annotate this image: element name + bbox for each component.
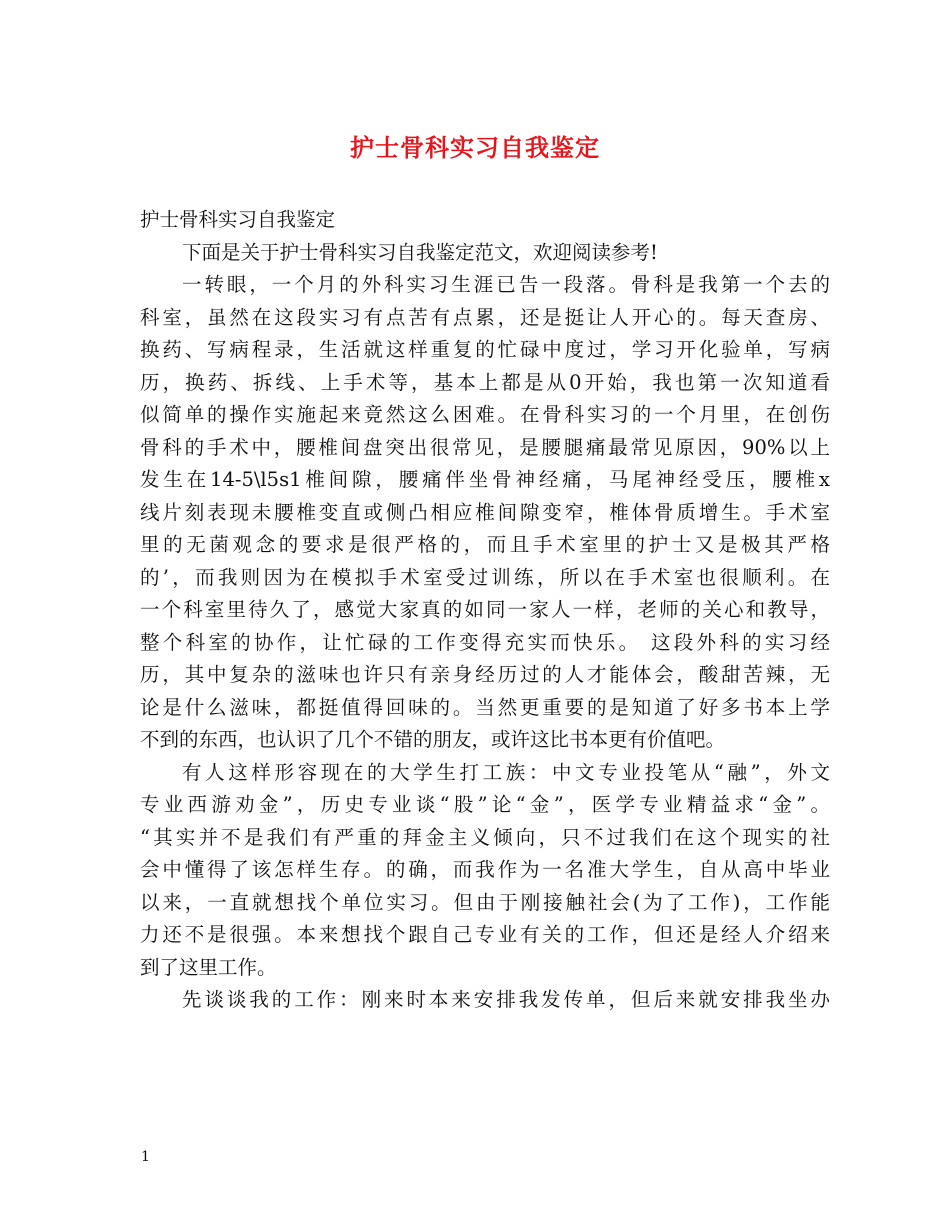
body-line: 的’，而我则因为在模拟手术室受过训练，所以在手术室也很顺利。在 [140,565,830,589]
body-line: 线片刻表现未腰椎变直或侧凸相应椎间隙变窄，椎体骨质增生。手术室 [140,500,830,524]
page-number: 1 [141,1149,150,1165]
body-line: 专业西游劝金”，历史专业谈“股”论“金”，医学专业精益求“金”。 [140,793,830,816]
body-line: 发生在14-5\l5s1椎间隙，腰痛伴坐骨神经痛，马尾神经受压，腰椎x [140,468,830,491]
body-line: 科室，虽然在这段实习有点苦有点累，还是挺让人开心的。每天查房、 [140,305,830,329]
body-line: 力还不是很强。本来想找个跟自己专业有关的工作，但还是经人介绍来 [140,923,830,946]
body-line: 似简单的操作实施起来竟然这么困难。在骨科实习的一个月里，在创伤 [140,403,830,426]
subtitle-line: 护士骨科实习自我鉴定 [140,208,336,231]
body-line: 有人这样形容现在的大学生打工族：中文专业投笔从“融”，外文 [182,760,830,784]
intro-line: 下面是关于护士骨科实习自我鉴定范文，欢迎阅读参考! [182,240,658,264]
body-line: “其实并不是我们有严重的拜金主义倾向，只不过我们在这个现实的社 [140,825,830,849]
body-line: 整个科室的协作，让忙碌的工作变得充实而快乐。 这段外科的实习经 [140,630,830,654]
body-line: 以来，一直就想找个单位实习。但由于刚接触社会(为了工作)，工作能 [140,890,830,914]
body-line: 先谈谈我的工作：刚来时本来安排我发传单，但后来就安排我坐办 [182,988,830,1011]
document-title: 护士骨科实习自我鉴定 [350,133,600,162]
body-line: 历，其中复杂的滋味也许只有亲身经历过的人才能体会，酸甜苦辣，无 [140,663,830,686]
body-line: 不到的东西，也认识了几个不错的朋友，或许这比书本更有价值吧。 [140,728,726,751]
body-line: 骨科的手术中，腰椎间盘突出很常见，是腰腿痛最常见原因，90%以上 [140,435,830,459]
body-line: 到了这里工作。 [140,955,277,979]
body-line: 一转眼，一个月的外科实习生涯已告一段落。骨科是我第一个去的 [182,273,830,296]
document-body [140,204,830,1017]
body-line: 会中懂得了该怎样生存。的确，而我作为一名准大学生，自从高中毕业 [140,858,830,881]
body-line: 一个科室里待久了，感觉大家真的如同一家人一样，老师的关心和教导， [140,598,830,621]
body-line: 论是什么滋味，都挺值得回味的。当然更重要的是知道了好多书本上学 [140,695,830,719]
body-line: 历，换药、拆线、上手术等，基本上都是从0开始，我也第一次知道看 [140,370,830,394]
body-line: 换药、写病程录，生活就这样重复的忙碌中度过，学习开化验单，写病 [140,338,830,361]
body-line: 里的无菌观念的要求是很严格的，而且手术室里的护士又是极其严格 [140,533,830,556]
